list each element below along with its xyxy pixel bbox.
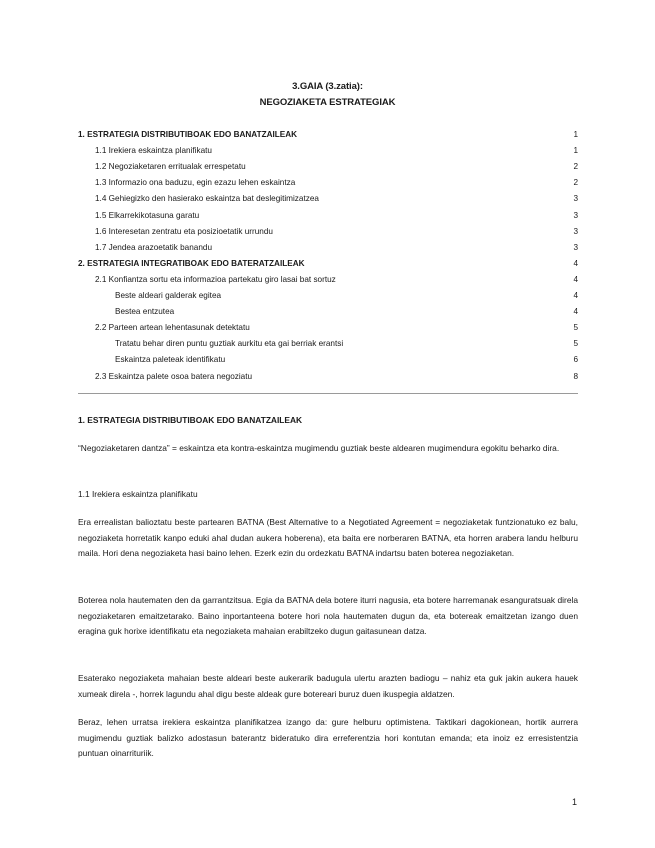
toc-entry[interactable] (78, 144, 578, 158)
toc-entry-page: 4 (573, 258, 578, 268)
toc-entry-page: 5 (573, 339, 578, 349)
toc-entry-text: 1.3 Informazio ona baduzu, egin ezazu lehen eskaintza (95, 178, 296, 188)
toc-entry[interactable] (78, 370, 578, 384)
toc-entry[interactable] (78, 241, 578, 255)
toc-entry-text: Bestea entzutea (115, 307, 175, 317)
paragraph: Beraz, lehen urratsa irekiera eskaintza planifikatzea izango da: gure helburu optimistena. Taktikari dagokionean, hortik aurrera mugimendu guztiak balizko adostasun baterantz bideratuko dira erreferentzia hori kontutan emanda; eta inoiz ez erresistentzia puntuan oinarrituriik. (78, 717, 578, 758)
section-heading (78, 413, 578, 429)
paragraph: Era errealistan balioztatu beste partearen BATNA (Best Alternative to a Negotiated Agreement = negoziaketak funtzionatuko ez balu, negoziaketa horretatik kanpo eduki ahal dudan aukera hoberena), eta baita ere norberaren BATNA, eta horren arabera landu helburu maila. Hori dena negoziaketa hasi baino lehen. Ezerk ezin du ordezkatu BATNA indartsu baten boterea negoziaketan. (78, 517, 578, 558)
page-number: 1 (571, 797, 577, 807)
toc-entry[interactable] (78, 209, 578, 223)
toc-entry[interactable] (78, 225, 578, 239)
toc-entry-page: 3 (573, 194, 578, 204)
toc-entry[interactable] (78, 305, 578, 319)
toc-entry-page: 3 (573, 242, 578, 252)
toc-entry-page: 2 (573, 178, 578, 188)
toc-entry[interactable] (78, 128, 578, 142)
toc-entry[interactable] (78, 353, 578, 367)
document-title-line1: 3.GAIA (3.zatia): (292, 81, 363, 92)
toc-entry-page: 5 (573, 323, 578, 333)
toc-entry-text: 1.1 Irekiera eskaintza planifikatu (95, 146, 212, 156)
toc-entry-page: 1 (573, 130, 578, 139)
toc-entry-page: 4 (573, 307, 578, 317)
toc-entry-page: 4 (573, 291, 578, 300)
toc-entry-text: 2.3 Eskaintza palete osoa batera negoziatu (95, 371, 253, 381)
toc-entry[interactable] (78, 273, 578, 287)
toc-entry-text: 1.2 Negoziaketaren erritualak errespetatu (95, 162, 246, 172)
toc-entry-text: Beste aldeari galderak egitea (115, 291, 222, 300)
toc-entry-text: Eskaintza paleteak identifikatu (115, 355, 226, 365)
toc-entry-page: 4 (573, 274, 578, 284)
toc-entry[interactable] (78, 192, 578, 206)
toc-entry[interactable] (78, 289, 578, 303)
toc-entry-page: 1 (573, 146, 578, 156)
toc-entry[interactable] (78, 321, 578, 335)
toc-entry[interactable] (78, 337, 578, 351)
paragraph: Esaterako negoziaketa mahaian beste aldeari beste aukerarik badugula ulertu arazten badiogu – nahiz eta guk jakin aukera hauek xumeak direla -, horrek lagundu ahal digu beste aldeak gure botereari buruz duen ikuspegia aldatzen. (78, 673, 578, 699)
toc-entry-page: 2 (573, 162, 578, 172)
toc-entry[interactable] (78, 176, 578, 190)
toc-entry-page: 8 (573, 371, 578, 381)
toc-entry-text: 2.1 Konfiantza sortu eta informazioa partekatu giro lasai bat sortuz (95, 274, 336, 284)
toc-entry-text: 1.7 Jendea arazoetatik banandu (95, 242, 212, 252)
toc-entry-text: 2. ESTRATEGIA INTEGRATIBOAK EDO BATERATZAILEAK (78, 258, 305, 268)
toc-entry-text: 1.5 Elkarrekikotasuna garatu (95, 210, 200, 220)
toc-entry-text: Tratatu behar diren puntu guztiak aurkitu eta gai berriak erantsi (115, 339, 344, 349)
toc-entry-text: 1.4 Gehiegizko den hasierako eskaintza bat deslegitimizatzea (95, 194, 319, 204)
paragraph: Boterea nola hautematen den da garrantzitsua. Egia da BATNA dela botere iturri nagusia, eta botere harremanak esanguratsuak direla negoziaketaren emaitzetarako. Baino inportanteena botere hori nola hautematen dugun da, eta botereak emaitzetan izango duen eragina guk horixe identifikatu eta negoziaketa mahaian erabiltzeko dugun gaitasunean datza. (78, 595, 578, 636)
section1-heading: 1. ESTRATEGIA DISTRIBUTIBOAK EDO BANATZAILEAK (78, 415, 303, 425)
toc-entry[interactable] (78, 160, 578, 174)
toc-entry-page: 6 (573, 355, 578, 365)
toc-entry-text: 1. ESTRATEGIA DISTRIBUTIBOAK EDO BANATZAILEAK (78, 130, 298, 139)
toc-entry-text: 1.6 Interesetan zentratu eta posizioetatik urrundu (95, 226, 273, 236)
toc-entry-page: 3 (573, 210, 578, 220)
document-title-line2: NEGOZIAKETA ESTRATEGIAK (259, 97, 396, 108)
definition-paragraph: “Negoziaketaren dantza” = eskaintza eta kontra-eskaintza mugimendu guztiak beste aldearen mugimendura egokitu beharko dira. (78, 443, 560, 453)
toc-entry[interactable] (78, 257, 578, 271)
subsection-heading: 1.1 Irekiera eskaintza planifikatu (78, 489, 198, 499)
toc-entry-text: 2.2 Parteen artean lehentasunak detektatu (95, 323, 250, 333)
divider (78, 393, 578, 394)
toc-entry-page: 3 (573, 226, 578, 236)
